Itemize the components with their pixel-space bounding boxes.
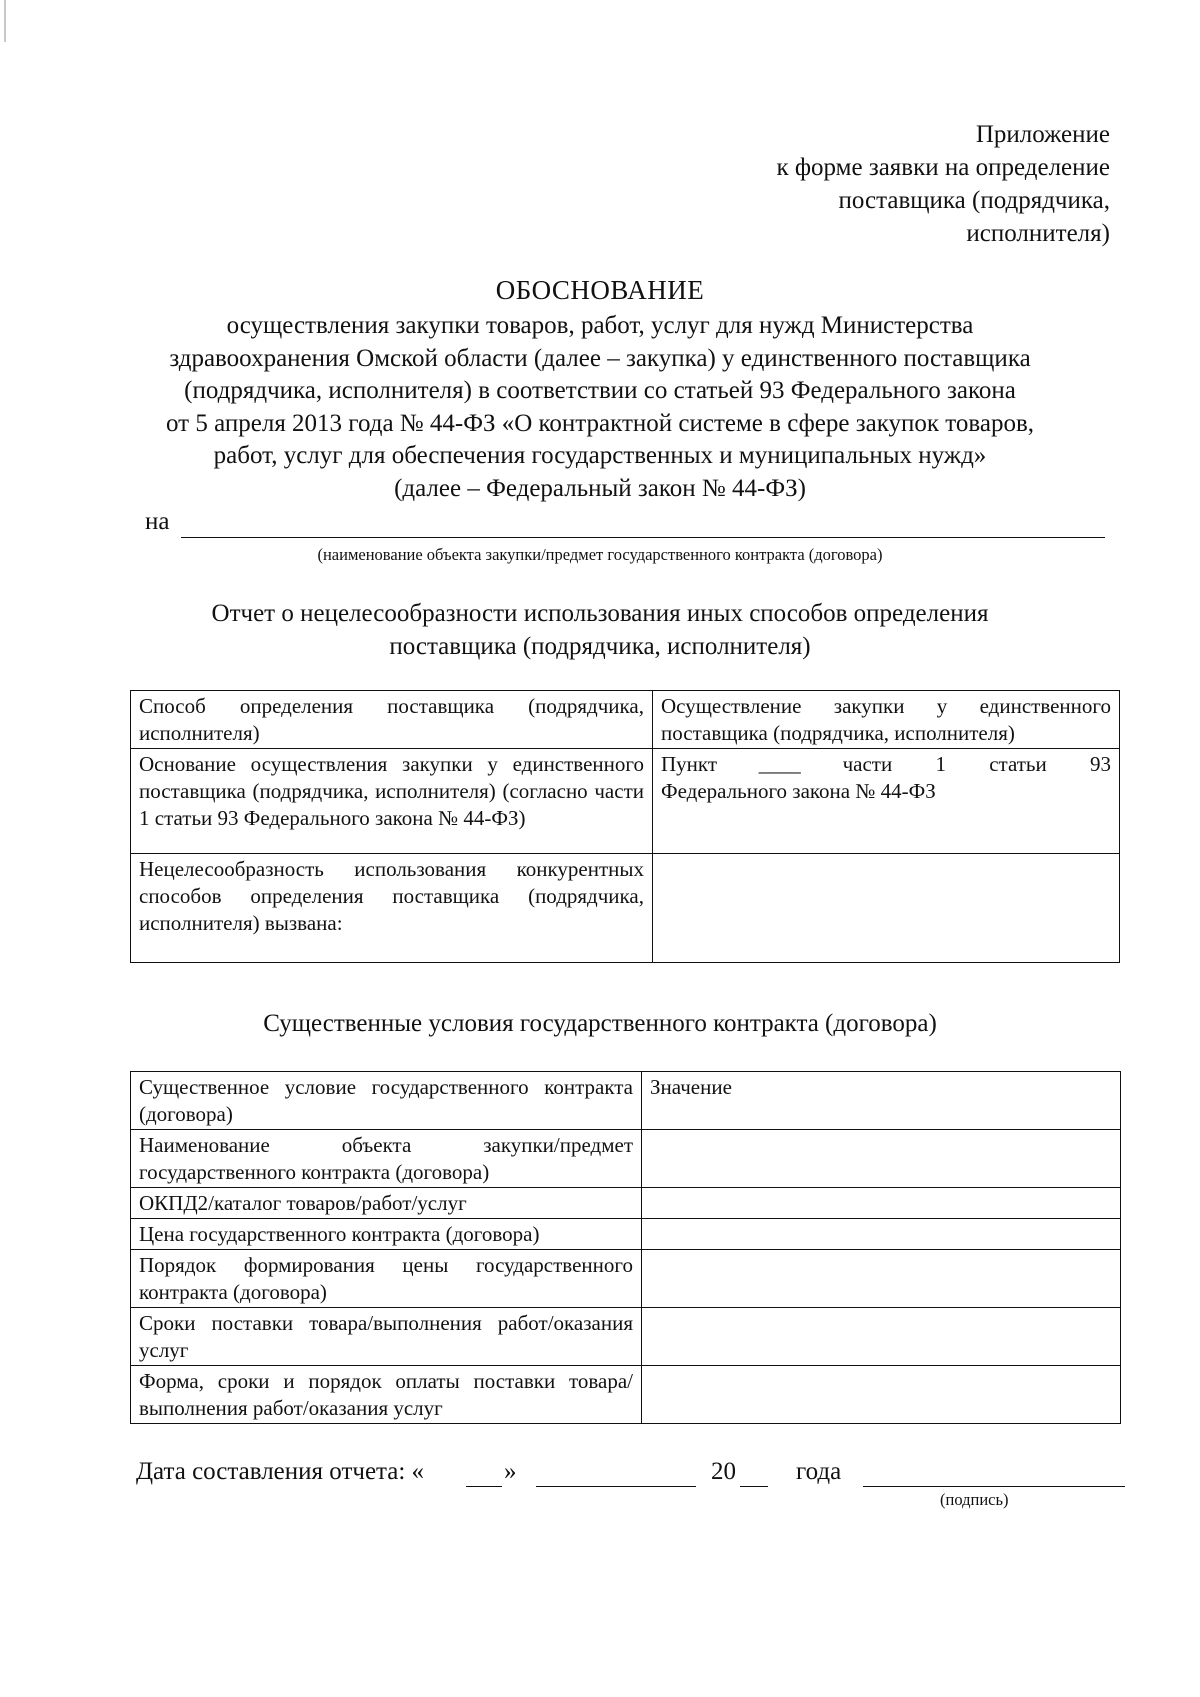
table-header-row <box>131 1072 1121 1130</box>
subtitle-line: (подрядчика, исполнителя) в соответствии со статьей 93 Федерального закона <box>184 377 1016 404</box>
table-row <box>131 1308 1121 1366</box>
table-cell-value[interactable] <box>642 1366 1121 1424</box>
supplier-method-table <box>130 690 1120 963</box>
subtitle-line: (далее – Федеральный закон № 44-ФЗ) <box>394 474 806 502</box>
document-subtitle <box>60 310 1140 505</box>
table-cell-label: Порядок формирования цены государственного контракта (договора) <box>131 1250 642 1308</box>
table-header-label: Существенное условие государственного контракта (договора) <box>131 1072 642 1130</box>
table-cell-value[interactable] <box>642 1188 1121 1219</box>
signature-caption: (подпись) <box>940 1490 1009 1509</box>
procurement-object-field[interactable] <box>145 508 1105 540</box>
section-heading: Существенные условия государственного контракта (договора) <box>263 1010 937 1037</box>
table-row <box>131 1250 1121 1308</box>
date-close-quote: » <box>504 1458 517 1485</box>
appendix-line: к форме заявки на определение <box>776 154 1110 181</box>
table-row <box>131 691 1120 749</box>
report-heading-line: Отчет о нецелесообразности использования иных способов определения <box>211 600 989 627</box>
document-title: ОБОСНОВАНИЕ <box>495 275 705 305</box>
table-row <box>131 1130 1121 1188</box>
table-cell-value[interactable] <box>642 1308 1121 1366</box>
table-row <box>131 854 1120 963</box>
date-label: Дата составления отчета: « <box>136 1458 425 1485</box>
appendix-line: исполнителя) <box>966 220 1110 247</box>
report-heading-line: поставщика (подрядчика, исполнителя) <box>389 633 811 660</box>
table-cell-value: Осуществление закупки у единственного поставщика (подрядчика, исполнителя) <box>653 691 1120 749</box>
clause-law: Федерального закона № 44-ФЗ <box>661 779 936 803</box>
date-year-word: года <box>796 1458 842 1485</box>
appendix-note <box>776 118 1110 250</box>
table-row <box>131 1219 1121 1250</box>
table-row <box>131 749 1120 854</box>
scan-edge-mark <box>4 0 6 42</box>
date-month-blank[interactable] <box>536 1486 696 1487</box>
clause-blank[interactable]: ____ <box>758 752 801 776</box>
subtitle-line: здравоохранения Омской области (далее – закупка) у единственного поставщика <box>169 344 1031 372</box>
table-cell-label: Нецелесообразность использования конкурентных способов определения поставщика (подрядчика, исполнителя) вызвана: <box>131 854 653 963</box>
subtitle-line: работ, услуг для обеспечения государственных и муниципальных нужд» <box>213 442 987 469</box>
table-cell-label: Наименование объекта закупки/предмет государственного контракта (договора) <box>131 1130 642 1188</box>
table-cell-label: Форма, сроки и порядок оплаты поставки товара/выполнения работ/оказания услуг <box>131 1366 642 1424</box>
table-cell-label: Цена государственного контракта (договора) <box>131 1219 642 1250</box>
object-caption: (наименование объекта закупки/предмет государственного контракта (договора) <box>317 545 883 564</box>
signature-blank[interactable] <box>863 1486 1125 1487</box>
table-cell-label: Способ определения поставщика (подрядчика, исполнителя) <box>131 691 653 749</box>
table-cell-label: ОКПД2/каталог товаров/работ/услуг <box>131 1188 642 1219</box>
table-cell-label: Сроки поставки товара/выполнения работ/оказания услуг <box>131 1308 642 1366</box>
table-cell-value[interactable] <box>653 854 1120 963</box>
clause-prefix: Пункт <box>661 752 718 776</box>
table-cell-value[interactable] <box>642 1219 1121 1250</box>
clause-reference <box>661 751 1111 778</box>
object-fill-line[interactable] <box>181 537 1105 538</box>
contract-terms-table <box>130 1071 1121 1424</box>
table-cell-value[interactable] <box>642 1130 1121 1188</box>
subtitle-line: осуществления закупки товаров, работ, услуг для нужд Министерства <box>226 312 974 339</box>
appendix-line: поставщика (подрядчика, <box>838 187 1110 214</box>
table-row <box>131 1188 1121 1219</box>
subtitle-line: от 5 апреля 2013 года № 44-ФЗ «О контрактной системе в сфере закупок товаров, <box>166 409 1034 437</box>
date-year-blank[interactable] <box>740 1486 768 1487</box>
table-header-value: Значение <box>642 1072 1121 1130</box>
report-heading <box>0 597 1200 663</box>
date-day-blank[interactable] <box>466 1486 502 1487</box>
object-prefix: на <box>145 508 170 535</box>
table-cell-value[interactable] <box>642 1250 1121 1308</box>
date-year-prefix: 20 <box>711 1458 736 1485</box>
appendix-line: Приложение <box>975 121 1110 148</box>
clause-suffix: части 1 статьи 93 <box>842 752 1111 776</box>
table-row <box>131 1366 1121 1424</box>
table-cell-label: Основание осуществления закупки у единственного поставщика (подрядчика, исполнителя) (согласно части 1 статьи 93 Федерального закона № 44-ФЗ) <box>131 749 653 854</box>
table-cell-value[interactable] <box>653 749 1120 854</box>
